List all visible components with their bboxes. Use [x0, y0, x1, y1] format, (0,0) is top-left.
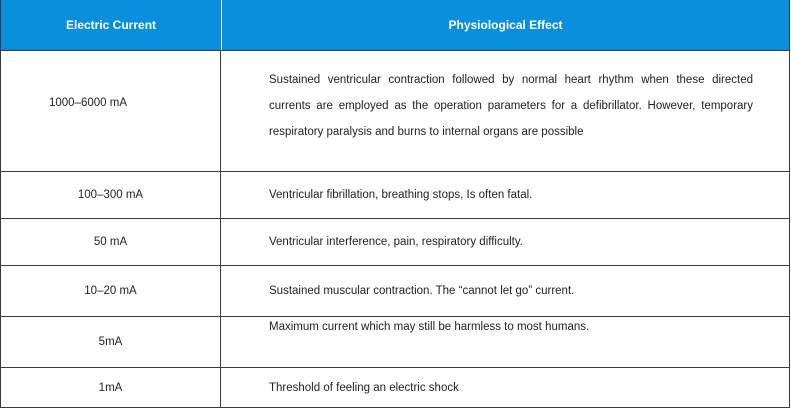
effect-cell: Maximum current which may still be harmless to most humans.: [269, 321, 590, 333]
effect-cell: Ventricular interference, pain, respiratory difficulty.: [269, 236, 523, 248]
effect-cell: Ventricular fibrillation, breathing stops, Is often fatal.: [269, 189, 533, 201]
current-cell: 100–300 mA: [1, 172, 221, 218]
current-cell: 1000–6000 mA: [1, 51, 221, 171]
effect-cell: Sustained ventricular contraction followed by normal heart rhythm when these directed currents are employed as the operation parameters for a defibrillator. However, temporary respiratory paralysis and burns to internal organs are possible: [269, 74, 753, 138]
table-row: [1, 171, 789, 218]
table-row: [1, 367, 789, 407]
current-cell: 50 mA: [1, 219, 221, 265]
effect-cell: Sustained muscular contraction. The “cannot let go” current.: [269, 285, 575, 297]
current-cell: 1mA: [1, 368, 221, 407]
table-header: [1, 0, 789, 50]
current-cell: 5mA: [1, 317, 221, 367]
table-row: [1, 50, 789, 171]
table-row: [1, 218, 789, 265]
current-cell: 10–20 mA: [1, 266, 221, 316]
header-electric-current: Electric Current: [1, 0, 222, 50]
table-row: [1, 265, 789, 316]
effect-cell: Threshold of feeling an electric shock: [269, 381, 459, 394]
header-physiological-effect: Physiological Effect: [448, 18, 563, 32]
table-row: [1, 316, 789, 367]
